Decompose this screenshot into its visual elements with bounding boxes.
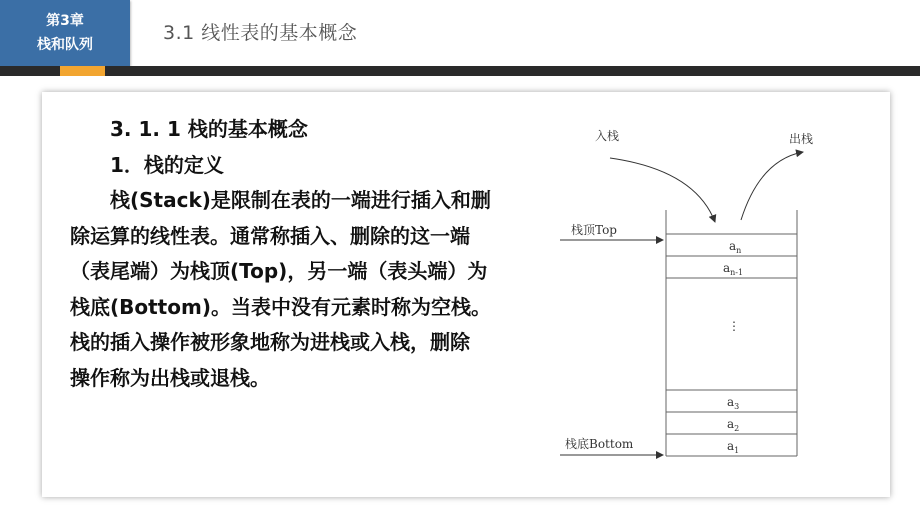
paragraph-line: 栈底(Bottom)。当表中没有元素时称为空栈。 — [70, 294, 491, 319]
bottom-label: 栈底Bottom — [565, 437, 634, 451]
pop-label: 出栈 — [788, 132, 813, 146]
section-heading: 3. 1. 1 栈的基本概念 — [110, 117, 308, 141]
paragraph-line: 除运算的线性表。通常称插入、删除的这一端 — [70, 223, 470, 248]
chapter-tab — [0, 0, 130, 66]
chapter-name: 栈和队列 — [37, 37, 93, 53]
paragraph-line: （表尾端）为栈顶(Top)，另一端（表头端）为 — [70, 259, 488, 283]
paragraph-line: 栈的插入操作被形象地称为进栈或入栈，删除 — [70, 330, 470, 354]
push-label: 入栈 — [595, 129, 620, 143]
cell-a3: $a_3$ — [727, 395, 740, 411]
text-block — [70, 112, 550, 396]
accent-bar — [60, 66, 105, 76]
top-bar — [0, 66, 920, 76]
cell-a1: $a_1$ — [727, 439, 740, 455]
cell-ellipsis: ⋮ — [728, 319, 740, 333]
pop-arrow — [741, 152, 803, 220]
slide-title: 3.1 线性表的基本概念 — [163, 22, 358, 44]
paragraph-line: 栈(Stack)是限制在表的一端进行插入和删 — [110, 188, 491, 212]
sub-heading: 1．栈的定义 — [110, 152, 224, 177]
stack-diagram — [555, 110, 815, 470]
paragraph-line: 操作称为出栈或退栈。 — [70, 365, 270, 390]
push-arrow — [610, 158, 715, 222]
top-label: 栈顶Top — [571, 223, 617, 237]
chapter-number: 第3章 — [46, 13, 84, 29]
cell-an-1: $a_{n-1}$ — [723, 261, 744, 277]
cell-a2: $a_2$ — [727, 417, 740, 433]
cell-an: $a_n$ — [729, 239, 742, 255]
